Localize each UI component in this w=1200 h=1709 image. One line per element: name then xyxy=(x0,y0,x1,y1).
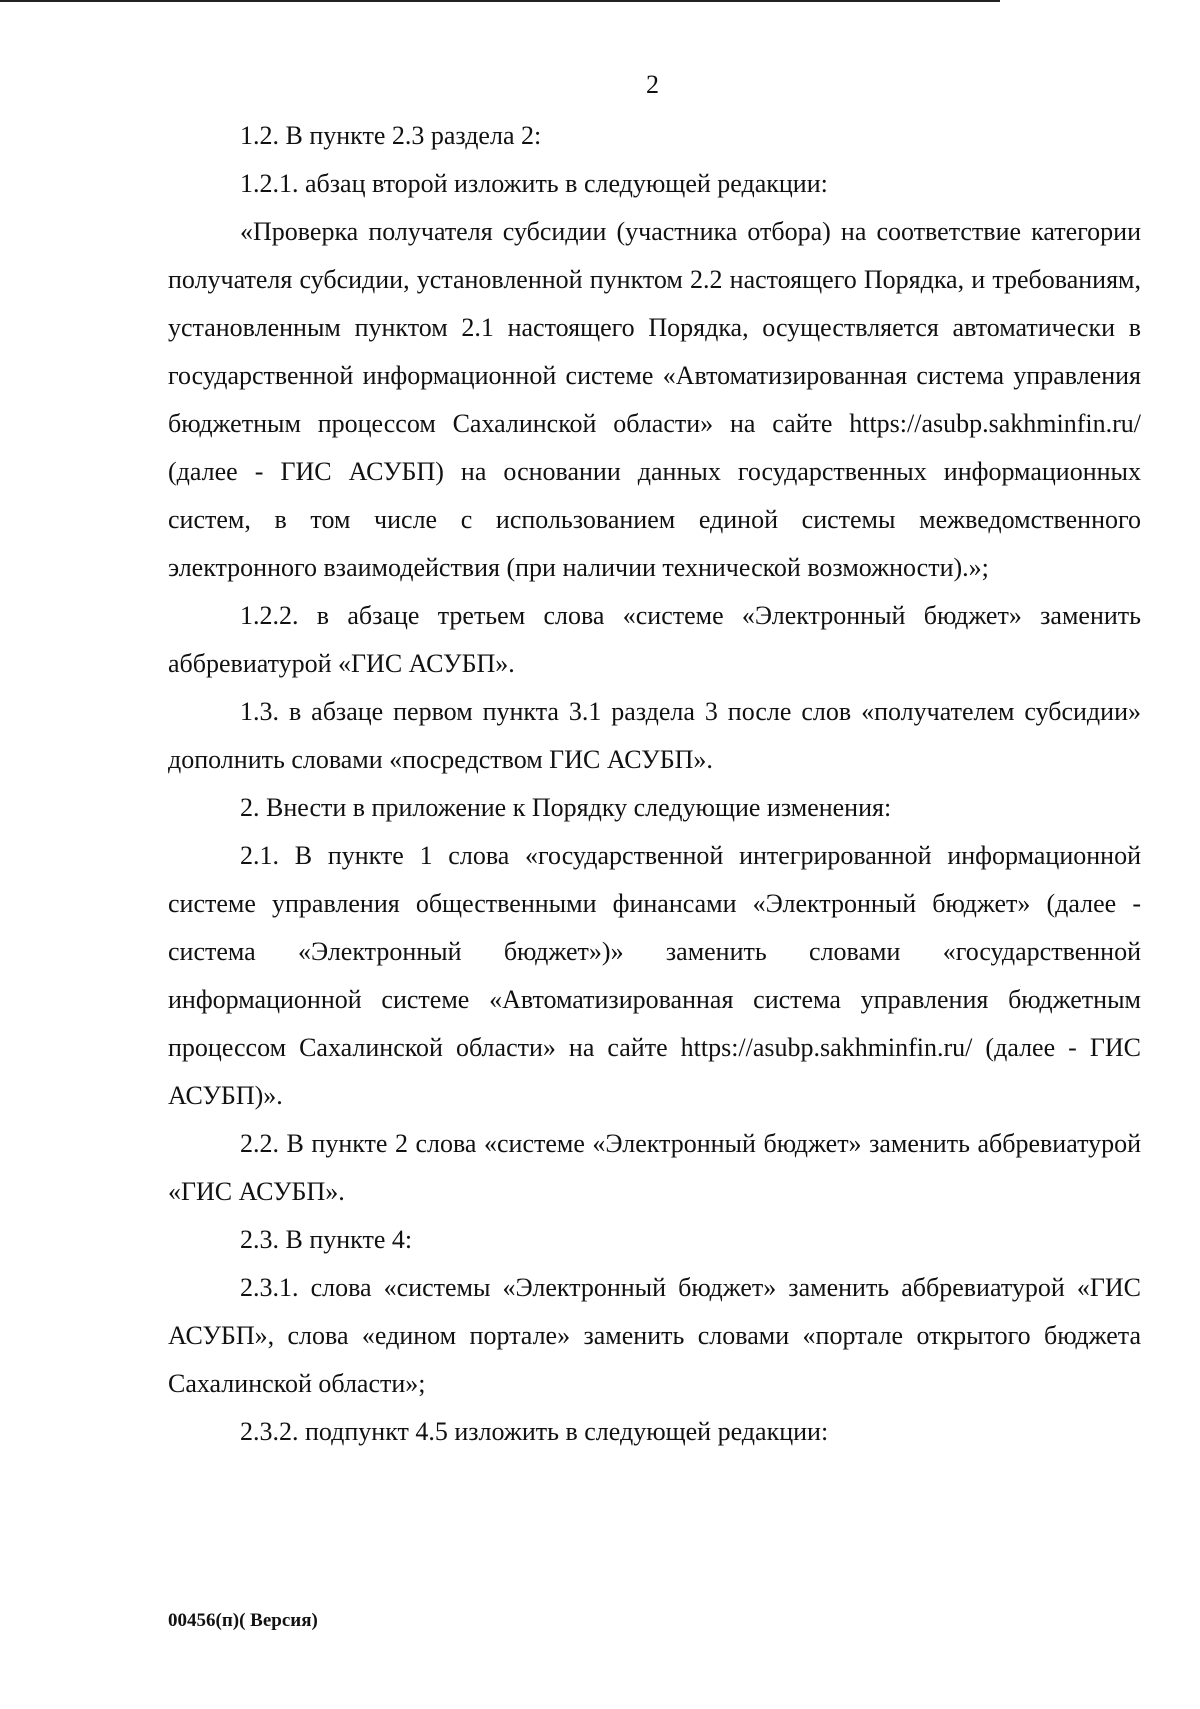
paragraph-1-2: 1.2. В пункте 2.3 раздела 2: xyxy=(240,121,542,150)
paragraph-1-2-2: 1.2.2. в абзаце третьем слова «системе «Электронный бюджет» заменить аббревиатурой «ГИС АСУБП». xyxy=(168,601,1141,678)
paragraph-1-3: 1.3. в абзаце первом пункта 3.1 раздела 3 после слов «получателем субсидии» дополнить словами «посредством ГИС АСУБП». xyxy=(168,697,1141,774)
paragraph-quoted-verification: «Проверка получателя субсидии (участника отбора) на соответствие категории получателя субсидии, установленной пунктом 2.2 настоящего Порядка, и требованиям, установленным пунктом 2.1 настоящего Порядка, осуществляется автоматически в государственной информационной системе «Автоматизированная система управления бюджетным процессом Сахалинской области» на сайте https://asubp.sakhminfin.ru/ (далее - ГИС АСУБП) на основании данных государственных информационных систем, в том числе с использованием единой системы межведомственного электронного взаимодействия (при наличии технической возможности).»; xyxy=(168,217,1141,582)
paragraph-2: 2. Внести в приложение к Порядку следующие изменения: xyxy=(240,793,892,822)
paragraph-2-2: 2.2. В пункте 2 слова «системе «Электронный бюджет» заменить аббревиатурой «ГИС АСУБП». xyxy=(168,1129,1141,1206)
paragraph-2-3-1: 2.3.1. слова «системы «Электронный бюджет» заменить аббревиатурой «ГИС АСУБП», слова «едином портале» заменить словами «портале открытого бюджета Сахалинской области»; xyxy=(168,1273,1141,1398)
page-number: 2 xyxy=(646,70,659,99)
paragraph-1-2-1: 1.2.1. абзац второй изложить в следующей редакции: xyxy=(240,169,828,198)
paragraph-2-3-2: 2.3.2. подпункт 4.5 изложить в следующей редакции: xyxy=(240,1417,829,1446)
document-version-code: 00456(п)( Версия) xyxy=(168,1610,318,1631)
document-body xyxy=(168,112,1141,1456)
top-border-line xyxy=(0,0,1000,2)
paragraph-2-1: 2.1. В пункте 1 слова «государственной интегрированной информационной системе управления общественными финансами «Электронный бюджет» (далее - система «Электронный бюджет»)» заменить словами «государственной информационной системе «Автоматизированная система управления бюджетным процессом Сахалинской области» на сайте https://asubp.sakhminfin.ru/ (далее - ГИС АСУБП)». xyxy=(168,841,1141,1110)
paragraph-2-3: 2.3. В пункте 4: xyxy=(240,1225,413,1254)
